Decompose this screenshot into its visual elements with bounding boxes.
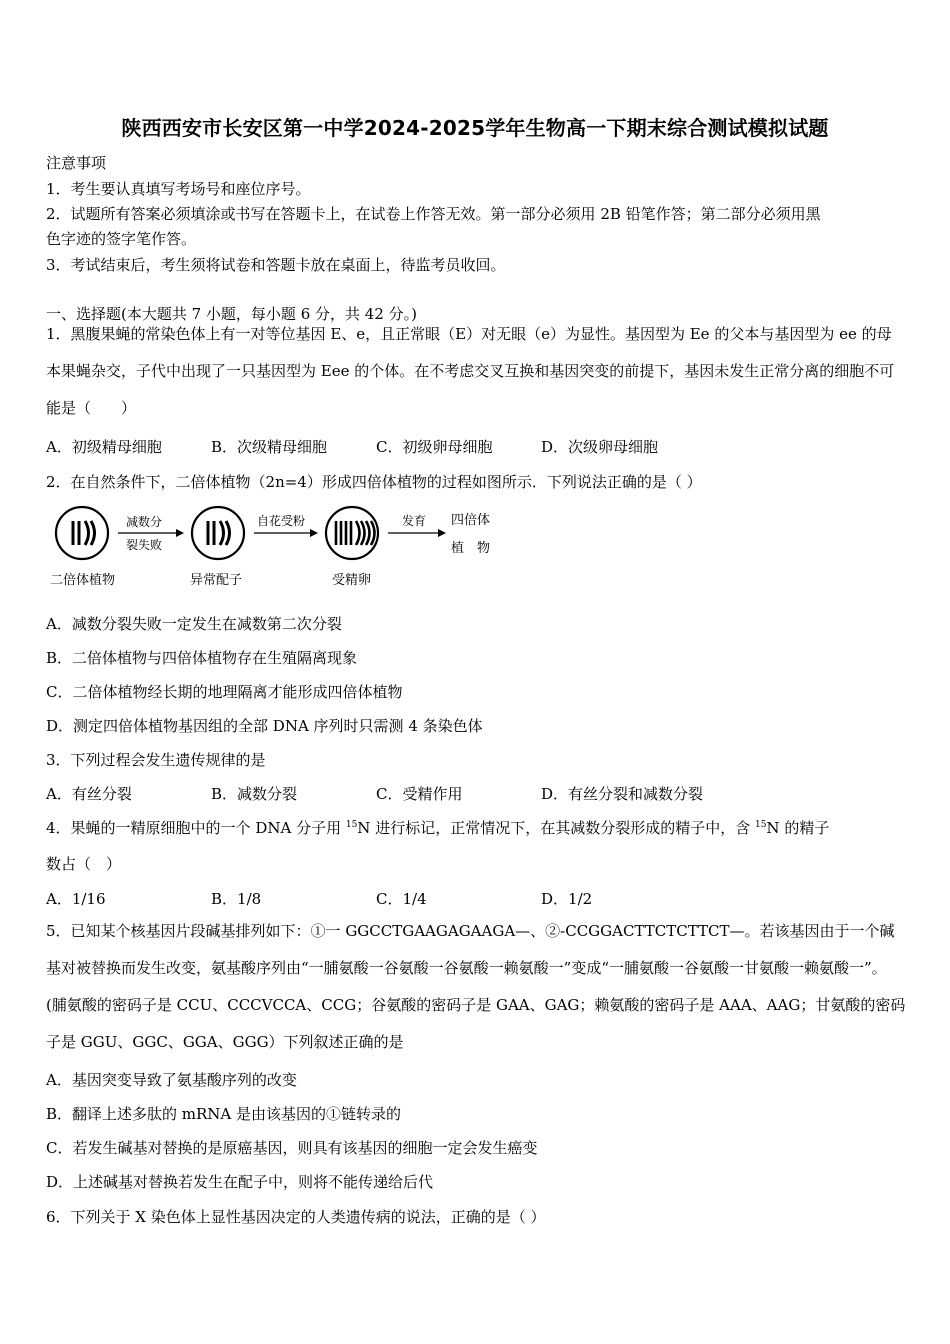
arrow-2-head <box>310 529 318 537</box>
question-4-options <box>46 888 706 909</box>
question-5-option-d: D．上述碱基对替换若发生在配子中，则将不能传递给后代 <box>46 1173 434 1191</box>
page-title: 陕西西安市长安区第一中学2024-2025学年生物高一下期末综合测试模拟试题 <box>121 116 829 140</box>
section-heading: 一、选择题(本大题共 7 小题，每小题 6 分，共 42 分。) <box>46 305 417 323</box>
result-bottom-label: 植 物 <box>451 541 491 556</box>
option-c: C．初级卵母细胞 <box>376 438 493 456</box>
question-1-options <box>46 436 706 457</box>
cell1-label: 二倍体植物 <box>50 573 116 588</box>
diploid-cell <box>56 507 108 559</box>
q4-text-c: N 的精子 <box>766 819 830 837</box>
result-top-label: 四倍体 <box>451 513 491 528</box>
zygote-cell <box>326 507 378 559</box>
question-2-stem: 2．在自然条件下，二倍体植物（2n=4）形成四倍体植物的过程如图所示．下列说法正确的是（ ） <box>46 473 702 491</box>
arrow-1-head <box>176 529 184 537</box>
question-2-option-a: A．减数分裂失败一定发生在减数第二次分裂 <box>46 615 342 633</box>
question-6-stem: 6．下列关于 X 染色体上显性基因决定的人类遗传病的说法，正确的是（ ） <box>46 1208 546 1226</box>
question-3-stem: 3．下列过程会发生遗传规律的是 <box>46 751 266 769</box>
q4-sup-1: 15 <box>345 820 358 830</box>
arrow3-label: 发育 <box>402 514 427 528</box>
notice-item: 1．考生要认真填写考场号和座位序号。 <box>46 180 311 198</box>
question-4-stem-line2: 数占（ ） <box>46 855 122 873</box>
cell3-label: 受精卵 <box>332 573 372 588</box>
polyploidy-diagram <box>46 500 506 592</box>
option-c: C．受精作用 <box>376 785 463 803</box>
q4-text-b: N 进行标记，正常情况下，在其减数分裂形成的精子中，含 <box>357 819 755 837</box>
arrow1-top-label: 减数分 <box>126 515 163 529</box>
option-a: A．初级精母细胞 <box>46 438 162 456</box>
option-b: B．1/8 <box>211 890 262 908</box>
question-5-option-c: C．若发生碱基对替换的是原癌基因，则具有该基因的细胞一定会发生癌变 <box>46 1139 538 1157</box>
question-3-options <box>46 783 706 804</box>
option-b: B．减数分裂 <box>211 785 298 803</box>
cell2-label: 异常配子 <box>190 573 243 588</box>
arrow1-bottom-label: 裂失败 <box>126 538 163 552</box>
q4-text-a: 4．果蝇的一精原细胞中的一个 DNA 分子用 <box>46 819 346 837</box>
question-2-option-b: B．二倍体植物与四倍体植物存在生殖隔离现象 <box>46 649 358 667</box>
option-a: A．1/16 <box>46 890 106 908</box>
option-d: D．1/2 <box>541 890 593 908</box>
option-d: D．次级卵母细胞 <box>541 438 659 456</box>
option-d: D．有丝分裂和减数分裂 <box>541 785 704 803</box>
notice-item: 色字迹的签字笔作答。 <box>46 230 197 248</box>
question-1-stem: 1．黑腹果蝇的常染色体上有一对等位基因 E、e，且正常眼（E）对无眼（e）为显性。基因型为 Ee 的父本与基因型为 ee 的母本果蝇杂交，子代中出现了一只基因型为 Eee 的个体。在不考虑交叉互换和基因突变的前提下，基因未发生正常分离的细胞不可能是（ ） <box>46 325 895 417</box>
arrow2-label: 自花受粉 <box>257 514 306 528</box>
notice-item: 3．考试结束后，考生须将试卷和答题卡放在桌面上，待监考员收回。 <box>46 256 506 274</box>
q4-sup-2: 15 <box>754 820 767 830</box>
question-5-option-a: A．基因突变导致了氨基酸序列的改变 <box>46 1071 297 1089</box>
option-c: C．1/4 <box>376 890 427 908</box>
question-5-option-b: B．翻译上述多肽的 mRNA 是由该基因的①链转录的 <box>46 1105 402 1123</box>
question-2-option-c: C．二倍体植物经长期的地理隔离才能形成四倍体植物 <box>46 683 403 701</box>
arrow-3-head <box>438 529 446 537</box>
question-5-stem: 5．已知某个核基因片段碱基排列如下：①一 GGCCTGAAGAGAAGA—、②-CCGGACTTCTCTTCT—。若该基因由于一个碱基对被替换而发生改变，氨基酸序列由“一脯氨酸一谷氨酸一谷氨酸一赖氨酸一”变成“一脯氨酸一谷氨酸一甘氨酸一赖氨酸一”。(脯氨酸的密码子是 CCU、CCCVCCA、CCG；谷氨酸的密码子是 GAA、GAG；赖氨酸的密码子是 AAA、AAG；甘氨酸的密码子是 GGU、GGC、GGA、GGG）下列叙述正确的是 <box>46 922 906 1051</box>
option-b: B．次级精母细胞 <box>211 438 328 456</box>
notice-heading: 注意事项 <box>46 154 107 172</box>
question-2-option-d: D．测定四倍体植物基因组的全部 DNA 序列时只需测 4 条染色体 <box>46 717 483 735</box>
option-a: A．有丝分裂 <box>46 785 132 803</box>
abnormal-gamete-cell <box>192 507 244 559</box>
notice-item: 2．试题所有答案必须填涂或书写在答题卡上，在试卷上作答无效。第一部分必须用 2B 铅笔作答；第二部分必须用黑 <box>46 205 821 223</box>
question-4-stem <box>46 817 829 838</box>
